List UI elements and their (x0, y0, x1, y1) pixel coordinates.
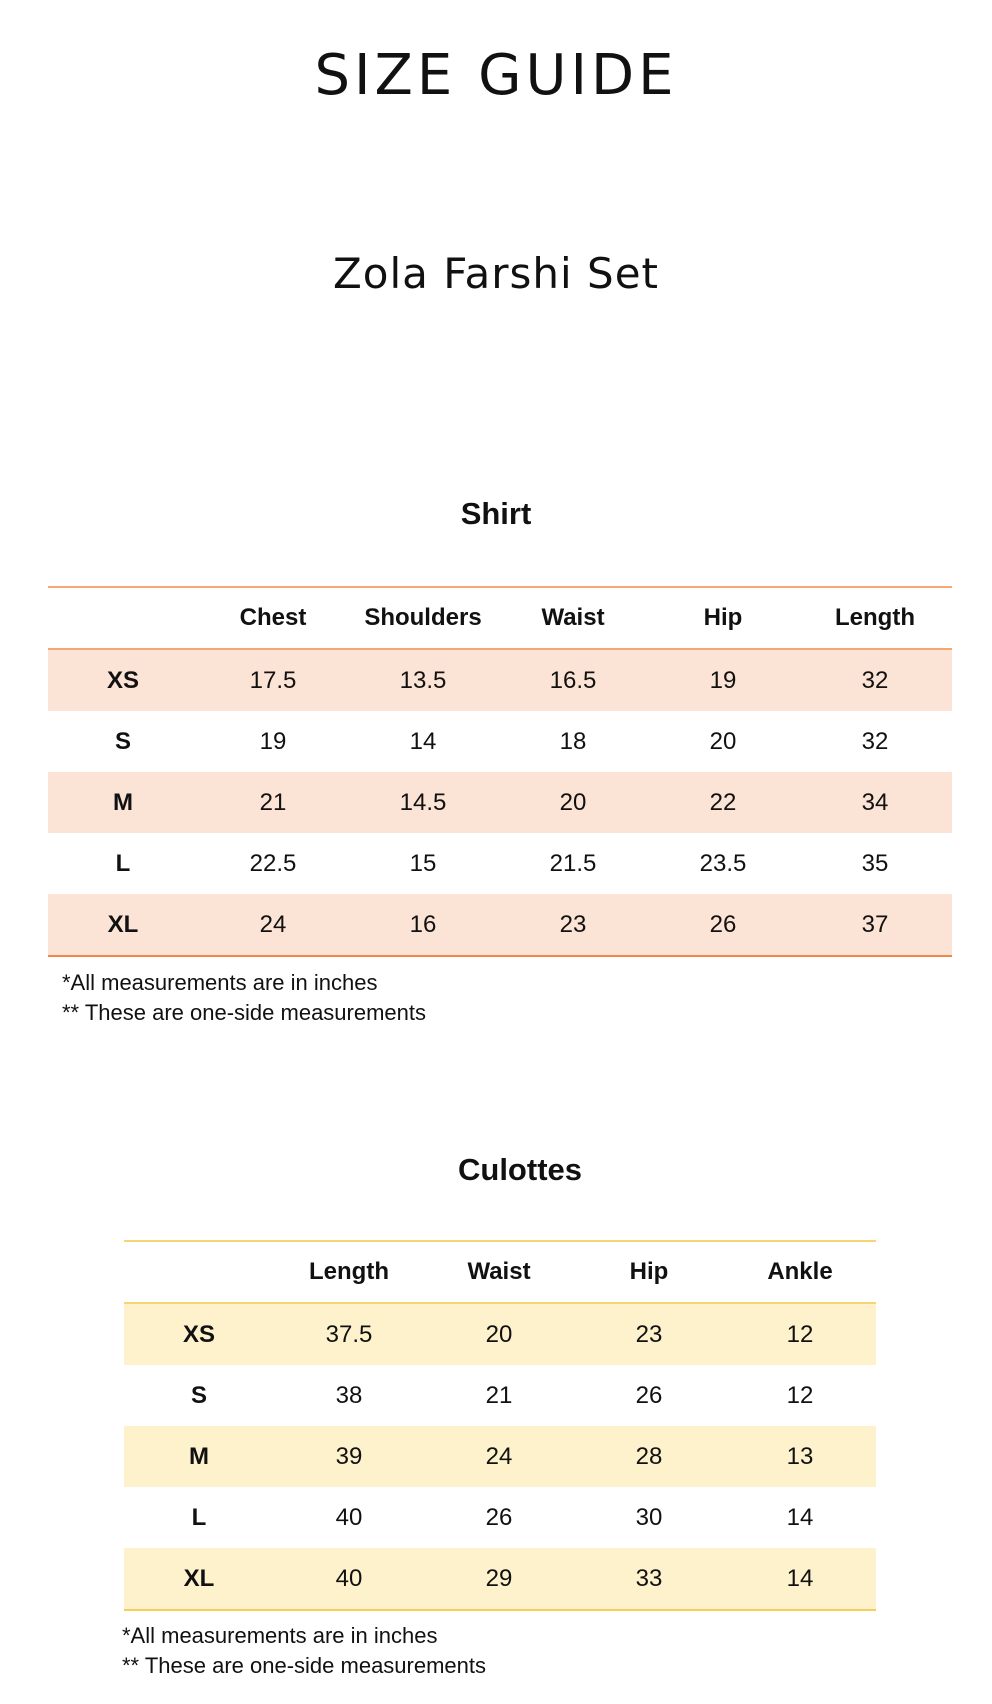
table-cell: 21 (485, 1381, 513, 1409)
size-label: L (115, 849, 131, 877)
table-row (48, 894, 952, 956)
column-header: Hip (629, 1258, 669, 1285)
table-cell: 20 (424, 1303, 574, 1365)
size-label: XS (124, 1303, 274, 1365)
table-row (48, 772, 952, 833)
shirt-note-units: *All measurements are in inches (62, 970, 378, 995)
column-header (48, 587, 198, 649)
table-header-row (124, 1241, 876, 1303)
table-header-row (48, 587, 952, 649)
table-cell: 39 (274, 1426, 424, 1487)
table-row (124, 1487, 876, 1548)
culottes-note-one-side: ** These are one-side measurements (122, 1653, 487, 1678)
table-row (124, 1365, 876, 1426)
table-row (124, 1548, 876, 1610)
table-cell: 12 (724, 1303, 876, 1365)
culottes-size-table (124, 1240, 876, 1611)
table-cell: 14 (724, 1548, 876, 1610)
table-cell: 37 (798, 894, 952, 956)
table-cell: 14 (409, 727, 437, 755)
table-cell: 26 (635, 1381, 663, 1409)
table-cell: 32 (798, 649, 952, 711)
size-label: XS (48, 649, 198, 711)
culottes-note-units: *All measurements are in inches (122, 1623, 438, 1648)
table-cell: 33 (574, 1548, 724, 1610)
table-cell: 35 (861, 849, 889, 877)
shirt-note-one-side: ** These are one-side measurements (62, 1000, 427, 1025)
table-cell: 14 (786, 1503, 814, 1531)
table-cell: 12 (786, 1381, 814, 1409)
size-label: XL (124, 1548, 274, 1610)
table-cell: 24 (424, 1426, 574, 1487)
table-row (48, 833, 952, 894)
table-cell: 30 (635, 1503, 663, 1531)
column-header: Length (309, 1258, 389, 1285)
table-cell: 13 (724, 1426, 876, 1487)
page-title: SIZE GUIDE (314, 43, 678, 108)
table-row (124, 1303, 876, 1365)
size-label: M (124, 1426, 274, 1487)
table-cell: 18 (559, 727, 587, 755)
table-row (48, 649, 952, 711)
size-label: S (190, 1381, 207, 1409)
table-cell: 14.5 (348, 772, 498, 833)
table-cell: 23 (574, 1303, 724, 1365)
table-cell: 28 (574, 1426, 724, 1487)
size-label: M (48, 772, 198, 833)
table-cell: 16.5 (498, 649, 648, 711)
table-cell: 38 (335, 1381, 363, 1409)
column-header (124, 1241, 274, 1303)
table-cell: 20 (709, 727, 737, 755)
table-cell: 40 (274, 1548, 424, 1610)
table-cell: 23 (498, 894, 648, 956)
table-row (48, 711, 952, 772)
column-header: Waist (541, 604, 605, 631)
table-cell: 19 (648, 649, 798, 711)
column-header: Hip (703, 604, 743, 631)
table-cell: 21 (198, 772, 348, 833)
column-header: Waist (467, 1258, 531, 1285)
shirt-section-title: Shirt (460, 496, 532, 531)
column-header: Chest (239, 604, 307, 631)
table-cell: 16 (348, 894, 498, 956)
table-cell: 17.5 (198, 649, 348, 711)
table-cell: 22.5 (249, 849, 297, 877)
table-cell: 21.5 (549, 849, 597, 877)
table-cell: 19 (259, 727, 287, 755)
column-header: Length (835, 604, 915, 631)
column-header: Ankle (767, 1258, 833, 1285)
table-cell: 24 (198, 894, 348, 956)
column-header: Shoulders (364, 604, 482, 631)
table-cell: 22 (648, 772, 798, 833)
table-cell: 23.5 (699, 849, 747, 877)
table-cell: 40 (335, 1503, 363, 1531)
table-cell: 15 (409, 849, 437, 877)
table-cell: 26 (485, 1503, 513, 1531)
table-row (124, 1426, 876, 1487)
table-cell: 37.5 (274, 1303, 424, 1365)
table-cell: 34 (798, 772, 952, 833)
size-label: S (114, 727, 131, 755)
table-cell: 26 (648, 894, 798, 956)
product-name: Zola Farshi Set (332, 249, 660, 298)
table-cell: 20 (498, 772, 648, 833)
shirt-size-table (48, 586, 952, 957)
table-cell: 29 (424, 1548, 574, 1610)
table-cell: 13.5 (348, 649, 498, 711)
size-label: XL (48, 894, 198, 956)
size-label: L (191, 1503, 207, 1531)
table-cell: 32 (861, 727, 889, 755)
culottes-section-title: Culottes (458, 1152, 582, 1187)
